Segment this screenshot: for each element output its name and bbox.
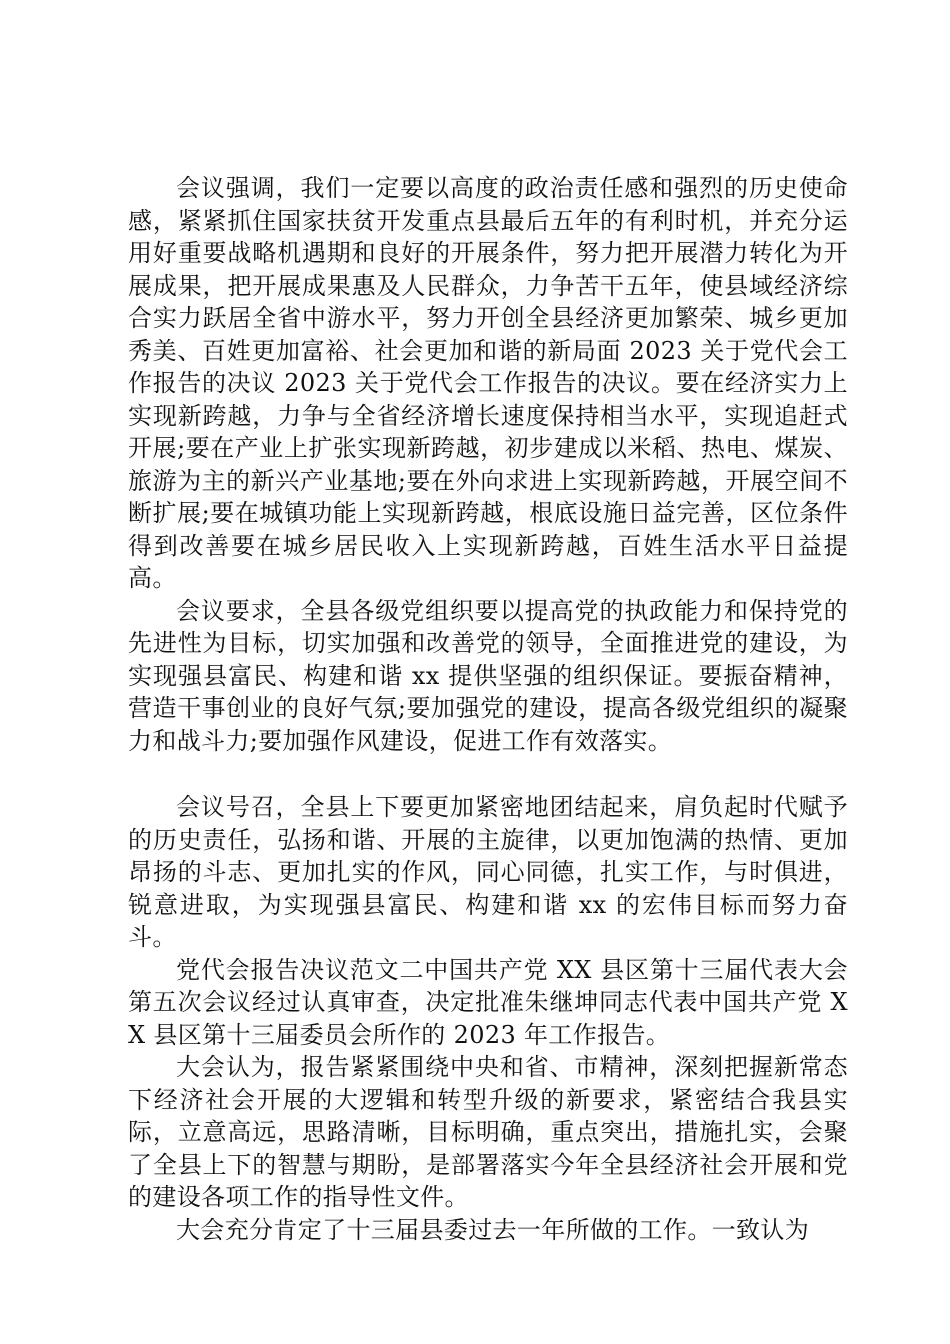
paragraph-congress-assessment: 大会认为，报告紧紧围绕中央和省、市精神，深刻把握新常态下经济社会开展的大逻辑和转型升级的新要求，紧密结合我县实际，立意高远，思路清晰，目标明确，重点突出，措施扎实，会聚了全县上下的智慧与期盼，是部署落实今年全县经济社会开展和党的建设各项工作的指导性文件。 (128, 1053, 848, 1211)
document-body (128, 172, 848, 1246)
paragraph-resolution-sample-two: 党代会报告决议范文二中国共产党 XX 县区第十三届代表大会第五次会议经过认真审查，决定批准朱继坤同志代表中国共产党 XX 县区第十三届委员会所作的 2023 年工作报告。 (128, 955, 848, 1049)
paragraph-meeting-emphasis: 会议强调，我们一定要以高度的政治责任感和强烈的历史使命感，紧紧抓住国家扶贫开发重点县最后五年的有利时机，并充分运用好重要战略机遇期和良好的开展条件，努力把开展潜力转化为开展成果，把开展成果惠及人民群众，力争苦干五年，使县域经济综合实力跃居全省中游水平，努力开创全县经济更加繁荣、城乡更加秀美、百姓更加富裕、社会更加和谐的新局面 2023 关于党代会工作报告的决议 2023 关于党代会工作报告的决议。要在经济实力上实现新跨越，力争与全省经济增长速度保持相当水平，实现追赶式开展;要在产业上扩张实现新跨越，初步建成以米稻、热电、煤炭、旅游为主的新兴产业基地;要在外向求进上实现新跨越，开展空间不断扩展;要在城镇功能上实现新跨越，根底设施日益完善，区位条件得到改善要在城乡居民收入上实现新跨越，百姓生活水平日益提高。 (128, 174, 848, 592)
paragraph-congress-affirmation: 大会充分肯定了十三届县委过去一年所做的工作。一致认为 (176, 1215, 810, 1244)
paragraph-meeting-call: 会议号召，全县上下要更加紧密地团结起来，肩负起时代赋予的历史责任，弘扬和谐、开展的主旋律，以更加饱满的热情、更加昂扬的斗志、更加扎实的作风，同心同德，扎实工作，与时俱进，锐意进取，为实现强县富民、构建和谐 xx 的宏伟目标而努力奋斗。 (128, 793, 848, 951)
paragraph-meeting-requirements: 会议要求，全县各级党组织要以提高党的执政能力和保持党的先进性为目标，切实加强和改善党的领导，全面推进党的建设，为实现强县富民、构建和谐 xx 提供坚强的组织保证。要振奋精神，营造干事创业的良好气氛;要加强党的建设，提高各级党组织的凝聚力和战斗力;要加强作风建设，促进工作有效落实。 (128, 596, 848, 755)
